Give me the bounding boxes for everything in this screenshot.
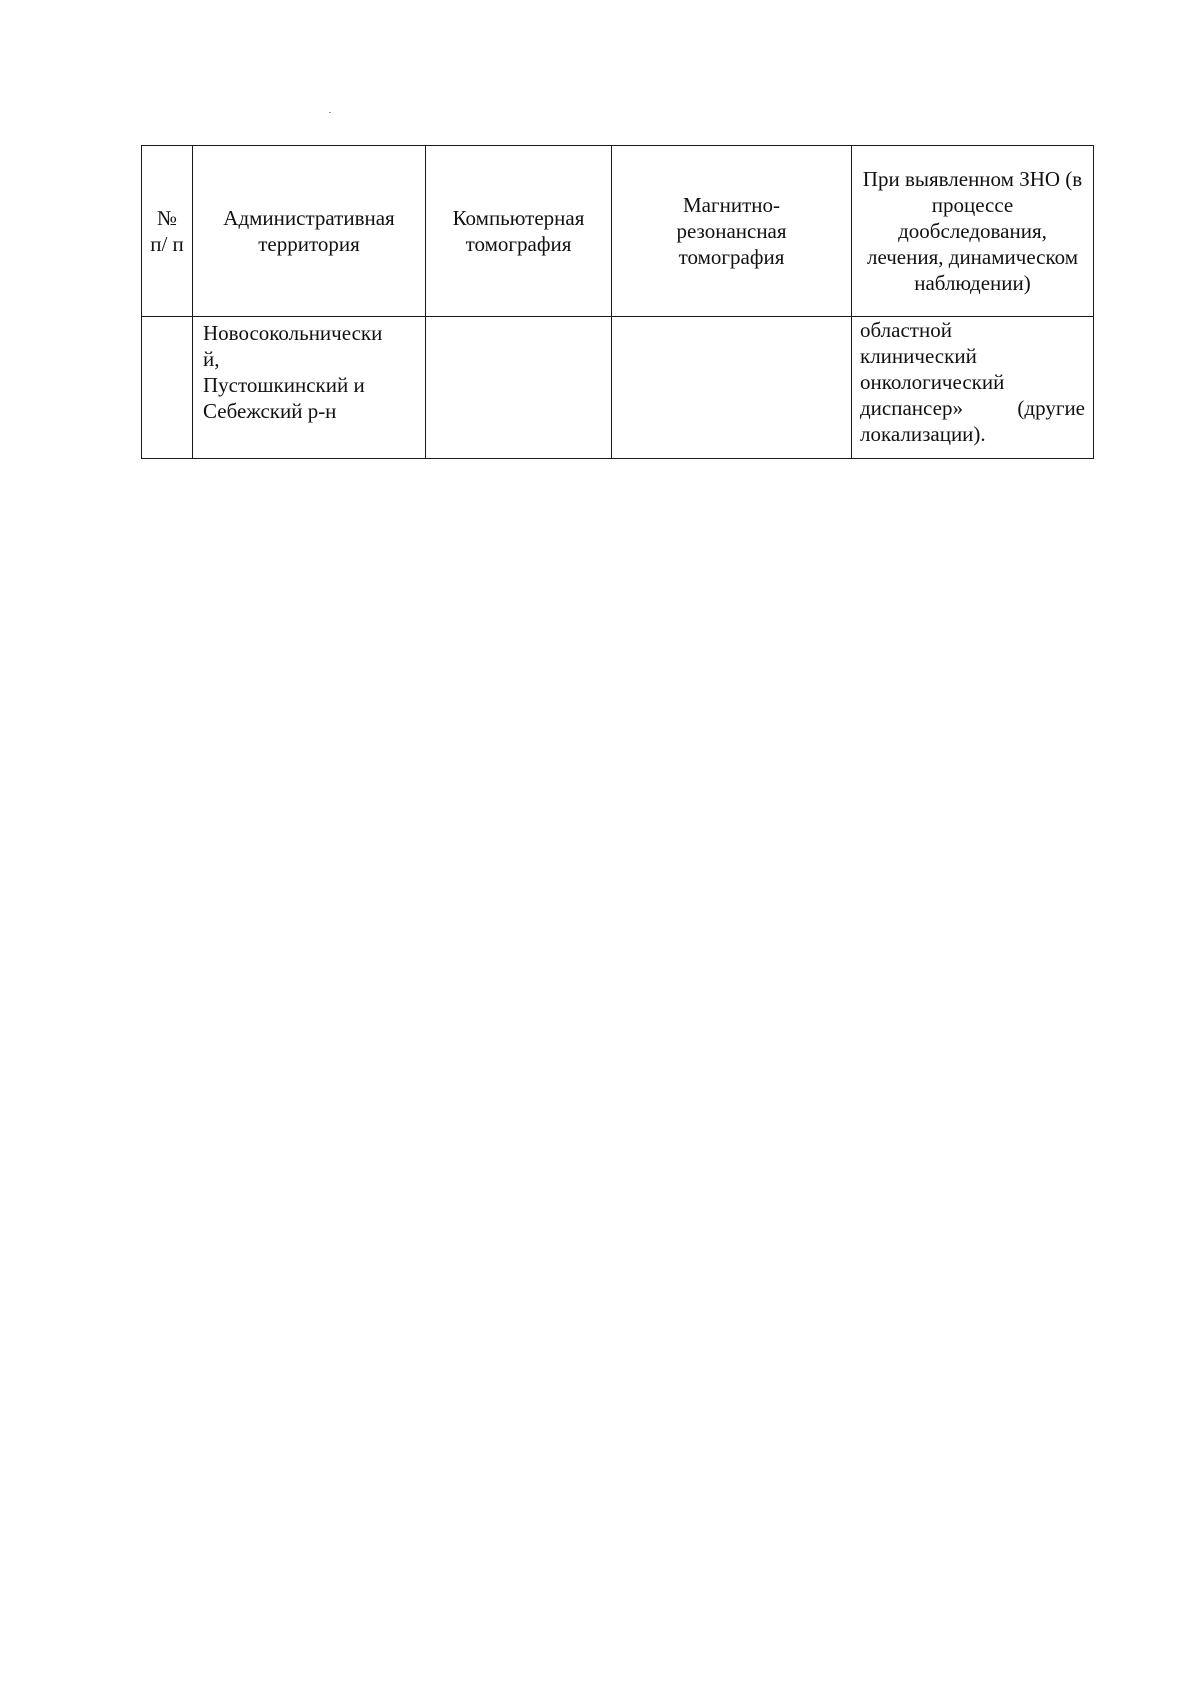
- scan-speck: [329, 112, 331, 113]
- header-mri-text: Магнитно-резонансная томография: [676, 193, 787, 269]
- header-mri: [612, 146, 852, 317]
- header-num: [142, 146, 193, 317]
- header-territory-text: Административная территория: [223, 206, 395, 256]
- header-zno-text: При выявленном ЗНО (в процессе дообследования, лечения, динамическом наблюдении): [862, 167, 1083, 295]
- header-territory: [193, 146, 426, 317]
- territory-table: [141, 145, 1094, 459]
- cell-mri: [612, 317, 852, 459]
- table-header: [142, 146, 1094, 317]
- header-ct-text: Компьютерная томография: [452, 206, 585, 256]
- table-body: [142, 317, 1094, 459]
- zno-line: локализации).: [860, 422, 986, 446]
- header-row: [142, 146, 1094, 317]
- zno-line: диспансер» (другие: [860, 396, 1085, 420]
- zno-line: клинический: [860, 344, 977, 368]
- header-zno: [852, 146, 1094, 317]
- cell-territory: [193, 317, 426, 459]
- zno-line: областной: [860, 318, 952, 342]
- zno-line: онкологический: [860, 370, 1005, 394]
- cell-ct: [426, 317, 612, 459]
- header-num-text: № п/ п: [150, 206, 184, 256]
- table-row: [142, 317, 1094, 459]
- territory-line: Новосокольнически: [203, 321, 383, 345]
- header-ct: [426, 146, 612, 317]
- territory-line: Себежский р-н: [203, 399, 337, 423]
- territory-line: Пустошкинский и: [203, 373, 365, 397]
- cell-zno: [852, 317, 1094, 459]
- cell-num: [142, 317, 193, 459]
- territory-line: й,: [203, 347, 220, 371]
